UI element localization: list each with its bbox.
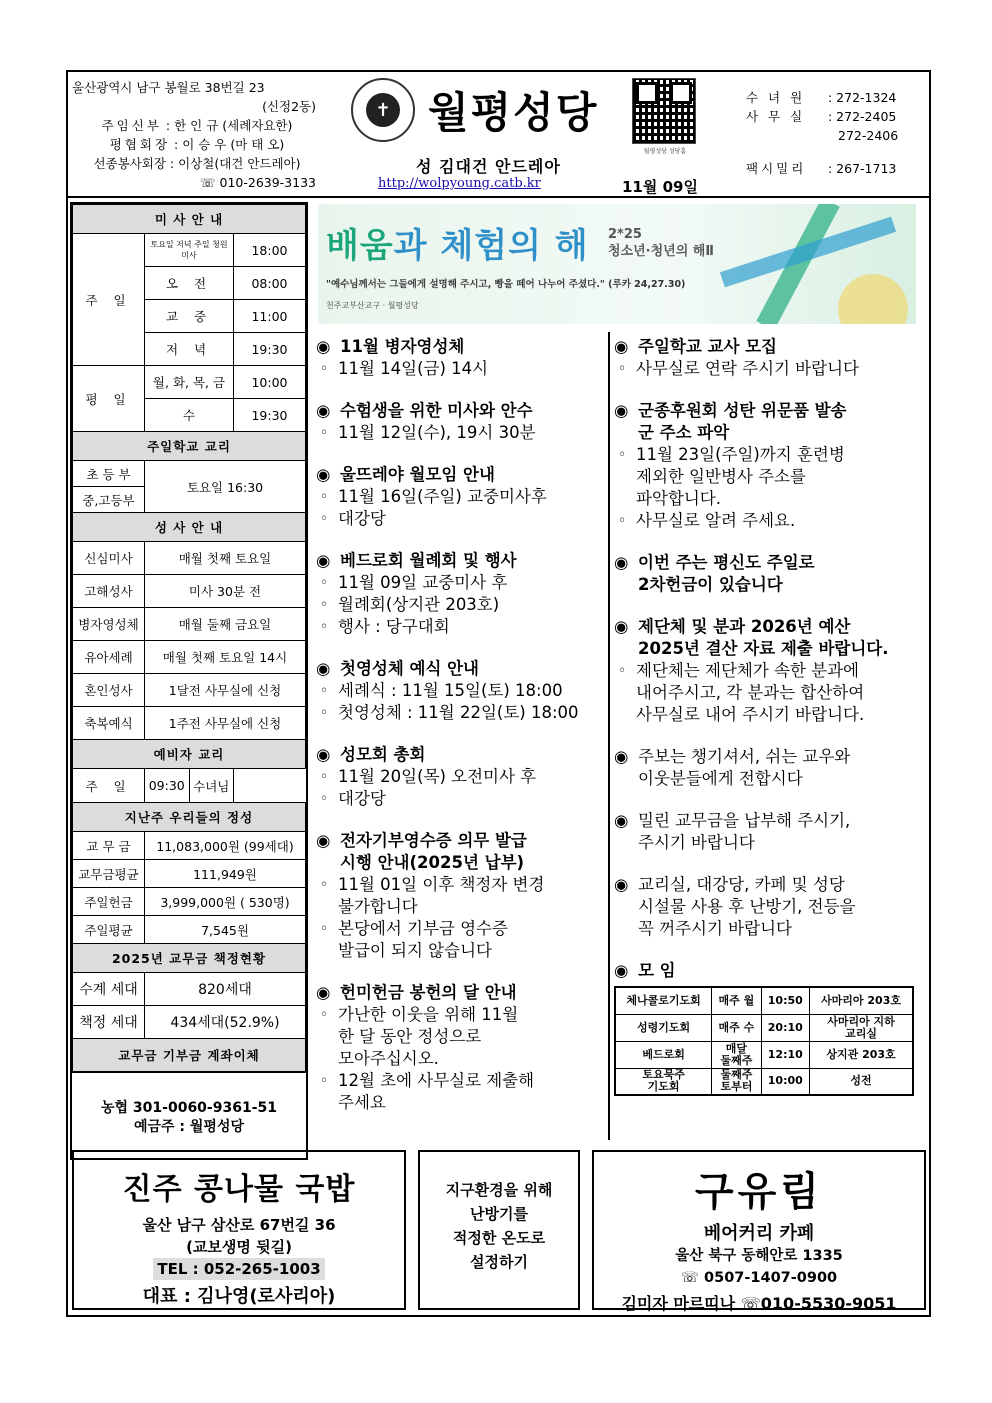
table-row [615,1068,913,1095]
notice-item [316,594,606,616]
notice-item-text: 11월 23일(주일)까지 훈련병 제외한 일반병사 주소를 파악합니다. [636,445,845,508]
bulletin-header [68,72,929,198]
contact-row [746,88,924,107]
bullet-icon: ◦ [320,489,329,505]
bullet-icon: ◦ [320,619,329,635]
notice-item-text: 11월 20일(목) 오전미사 후 [338,767,537,786]
contact-label: 수 녀 원 [746,90,806,105]
notice-block [614,336,916,380]
pastor-label: 주임신부 [101,118,162,133]
notice-item [316,766,606,788]
notice-title [316,744,606,766]
mass-time: 19:30 [234,333,306,366]
bullet-circle-icon: ◉ [316,983,331,1002]
catechumen-time: 09:30 [145,769,189,802]
notice-title-text: 제단체 및 분과 2026년 예산 2025년 결산 자료 제출 바랍니다. [638,617,889,658]
meeting-cell: 성령기도회 [615,1014,712,1041]
notice-item [614,444,916,510]
ad-restaurant-tel: TEL : 052-265-1003 [153,1258,324,1280]
bullet-circle-icon: ◉ [316,659,331,678]
catechumen-title: 예비자 교리 [73,740,306,769]
school-title: 주일학교 교리 [73,432,306,461]
contact-label [746,126,828,145]
bullet-icon: ◦ [320,361,329,377]
notice-block [614,616,916,726]
notice-title [316,400,606,422]
bullet-circle-icon: ◉ [614,961,629,980]
mass-time: 19:30 [234,399,306,432]
bank-account [72,1072,306,1158]
meeting-cell: 토요묵주 기도회 [615,1068,712,1095]
notice-block [316,830,606,962]
env-line: 지구환경을 위해 [445,1181,553,1199]
parish-url-link[interactable]: http://wolpyoung.catb.kr [378,176,541,191]
notice-title [614,552,916,596]
notice-block [316,658,606,724]
bullet-icon: ◦ [320,425,329,441]
bullet-icon: ◦ [320,791,329,807]
notice-block [316,744,606,810]
bullet-icon: ◦ [618,447,627,463]
tithe-status-name: 수계 세대 [73,973,145,1006]
notice-item-text: 11월 09일 교중미사 후 [338,573,508,592]
offering-name: 교 무 금 [73,832,145,860]
notice-item-text: 12월 초에 사무실로 제출해 주세요 [338,1071,535,1112]
patron-saint: 성 김대건 안드레아 [416,157,561,176]
bullet-icon: ◦ [320,597,329,613]
mass-name: 저 녁 [145,333,234,366]
notice-item-text: 사무실로 알려 주세요. [636,511,796,530]
meeting-cell: 성전 [810,1068,913,1095]
meeting-cell: 체나콜로기도회 [615,987,712,1014]
sacrament-value: 1달전 사무실에 신청 [145,674,306,707]
bullet-circle-icon: ◉ [316,337,331,356]
sacrament-value: 매월 첫째 토요일 14시 [145,641,306,674]
bullet-circle-icon: ◉ [614,617,629,636]
ad-cafe-sub: 베어커리 카페 [703,1223,815,1244]
notice-title [316,464,606,486]
offering-name: 주일헌금 [73,888,145,916]
notice-item-text: 월례회(상지관 203호) [338,595,500,614]
account-holder: 예금주 : 월평성당 [133,1119,244,1135]
council-label: 평협회장 [109,137,171,152]
bullet-icon: ◦ [320,769,329,785]
mass-time: 08:00 [234,267,306,300]
env-line: 적정한 온도로 [452,1229,546,1247]
sacrament-name: 병자영성체 [73,608,145,641]
parish-title: 월평성당 [428,88,599,137]
leader-name: : 이상철(대건 안드레아) [169,156,301,171]
notice-item [316,486,606,508]
bullet-icon: ◦ [320,921,329,937]
notice-item [316,680,606,702]
banner-year-sub: 청소년·청년의 해Ⅱ [608,244,714,259]
meetings-table [614,986,914,1096]
notice-item-text: 11월 16일(주일) 교중미사후 [338,487,547,506]
notice-title-text: 성모회 총회 [340,745,426,764]
notice-title-text: 이번 주는 평신도 주일로 2차헌금이 있습니다 [638,553,815,594]
notice-item-text: 행사 : 당구대회 [338,617,450,636]
bullet-circle-icon: ◉ [614,875,629,894]
offering-value: 11,083,000원 (99세대) [145,832,306,860]
ad-restaurant-sub: (교보생명 뒷길) [186,1238,292,1256]
sacrament-title: 성 사 안 내 [73,513,306,542]
weekday-label: 평 일 [73,366,145,432]
contact-row [746,159,924,178]
notice-item-text: 본당에서 기부금 영수증 발급이 되지 않습니다 [338,919,508,960]
notice-title-text: 군종후원회 성탄 위문품 발송 군 주소 파악 [638,401,847,442]
leader-label: 선종봉사회장 [93,156,166,171]
notice-item-text: 11월 14일(금) 14시 [338,359,489,378]
mass-name: 수 [145,399,234,432]
sacrament-name: 유아세례 [73,641,145,674]
contact-value: 272-2406 [838,128,899,143]
sacrament-value: 1주전 사무실에 신청 [145,707,306,740]
notice-title-text: 수험생을 위한 미사와 안수 [340,401,533,420]
bullet-circle-icon: ◉ [316,465,331,484]
year-theme-banner [318,204,916,324]
notice-item-text: 첫영성체 : 11월 22일(토) 18:00 [338,703,579,722]
notice-title [614,400,916,444]
env-line: 설정하기 [470,1253,528,1271]
notice-item-text: 사무실로 연락 주시기 바랍니다 [636,359,859,378]
offering-value: 7,545원 [145,916,306,944]
bullet-circle-icon: ◉ [614,337,629,356]
mass-name: 토요일 저녁 주일 청원미사 [145,234,234,267]
sunday-label: 주 일 [73,234,145,366]
tithe-status-title: 2025년 교무금 책정현황 [73,944,306,973]
notice-item [316,508,606,530]
ad-restaurant-name: 진주 콩나물 국밥 [122,1172,356,1207]
notice-item [316,422,606,444]
notice-title [614,616,916,660]
bullet-icon: ◦ [618,361,627,377]
meeting-cell: 사마리아 지하 교리실 [810,1014,913,1041]
banner-year [608,226,714,260]
bullet-circle-icon: ◉ [316,745,331,764]
meeting-cell: 20:10 [761,1014,809,1041]
notice-title [316,830,606,874]
sacrament-name: 축복예식 [73,707,145,740]
leader-phone: ☏ 010-2639-3133 [199,175,316,190]
ad-cafe-tel: ☏ 0507-1407-0900 [680,1270,838,1286]
bulletin-date: 11월 09일 [622,178,698,196]
contact-label: 팩시밀리 [746,161,807,176]
notice-title-text: 울뜨레야 월모임 안내 [340,465,495,484]
notice-item-text: 세례식 : 11월 15일(토) 18:00 [338,681,563,700]
tithe-status-value: 434세대(52.9%) [145,1006,306,1039]
ad-restaurant-rep: 대표 : 김나영(로사리아) [142,1286,336,1307]
mass-name: 월, 화, 목, 금 [145,366,234,399]
mass-time: 18:00 [234,234,306,267]
notice-title [614,336,916,358]
sacrament-name: 혼인성사 [73,674,145,707]
bullet-icon: ◦ [320,877,329,893]
meeting-cell: 상지관 203호 [810,1041,913,1068]
banner-title-b: 과 체험의 해 [393,226,589,266]
school-elem: 초 등 부 [73,461,145,487]
tithe-status-name: 책정 세대 [73,1006,145,1039]
mass-name: 교 중 [145,300,234,333]
church-logo-icon: ✝ [351,78,415,142]
notice-block [316,982,606,1114]
banner-org: 천주교부산교구 · 월평성당 [326,301,419,310]
banner-year-number: 2*25 [608,227,642,242]
address-district: (신정2동) [262,99,316,114]
sacrament-value: 매월 첫째 토요일 [145,542,306,575]
account-number: 농협 301-0060-9361-51 [101,1100,277,1116]
info-table [72,204,306,1072]
mass-time: 10:00 [234,366,306,399]
plain-notice-text: 주보는 챙기셔서, 쉬는 교우와 이웃분들에게 전합시다 [638,747,851,788]
ad-cafe [592,1150,926,1313]
plain-notice-text: 밀린 교무금을 납부해 주시기, 주시기 바랍니다 [638,811,851,852]
notice-block [614,746,916,790]
offering-value: 111,949원 [145,860,306,888]
meeting-cell: 둘째주 토부터 [712,1068,761,1095]
catechumen-place: 수녀님 [193,778,230,794]
contact-value: : 272-2405 [828,109,897,124]
notice-item-text: 11월 12일(수), 19시 30분 [338,423,536,442]
meeting-cell: 10:50 [761,987,809,1014]
notice-title-text: 11월 병자영성체 [340,337,465,356]
sacrament-value: 매월 둘째 금요일 [145,608,306,641]
ad-cafe-address: 울산 북구 동해안로 1335 [675,1248,843,1264]
bullet-circle-icon: ◉ [316,401,331,420]
contact-row [746,126,924,145]
notice-item-text: 제단체는 제단체가 속한 분과에 내어주시고, 각 분과는 합산하여 사무실로 내어 주시기 바랍니다. [636,661,865,724]
notice-item [316,874,606,918]
meeting-cell: 매달 둘째주 [712,1041,761,1068]
notice-item [316,788,606,810]
notice-title [316,982,606,1004]
column-divider [608,332,610,1140]
notice-block [614,552,916,596]
bullet-circle-icon: ◉ [614,811,629,830]
offering-name: 교무금평균 [73,860,145,888]
tithe-status-value: 820세대 [145,973,306,1006]
offering-title: 지난주 우리들의 정성 [73,803,306,832]
table-row [615,1041,913,1068]
notice-item [316,358,606,380]
school-mid: 중,고등부 [73,487,145,513]
notice-block [316,464,606,530]
banner-quote: "예수님께서는 그들에게 설명해 주시고, 빵을 떼어 나누어 주셨다." (루카 24,27.30) [326,279,686,290]
ad-cafe-name: 구유림 [695,1169,823,1215]
mass-title: 미 사 안 내 [73,205,306,234]
sacrament-name: 신심미사 [73,542,145,575]
account-title: 교무금 기부금 계좌이체 [73,1039,306,1072]
notice-title-text: 첫영성체 예식 안내 [340,659,480,678]
bullet-icon: ◦ [320,705,329,721]
notice-title-text: 헌미헌금 봉헌의 달 안내 [340,983,517,1002]
sacrament-name: 고해성사 [73,575,145,608]
banner-sun-shape [838,274,908,324]
info-sidebar [70,202,308,1160]
notice-item [316,1004,606,1070]
mass-time: 11:00 [234,300,306,333]
sacrament-value: 미사 30분 전 [145,575,306,608]
contact-list [746,88,924,178]
bullet-icon: ◦ [320,1007,329,1023]
contact-label: 사 무 실 [746,109,806,124]
qr-code-icon[interactable] [632,78,696,144]
parish-info [72,78,322,192]
bullet-icon: ◦ [320,1073,329,1089]
notice-block [614,810,916,854]
meetings-title [614,960,916,982]
ad-cafe-owner: 김미자 마르띠나 ☏010-5530-9051 [621,1294,897,1313]
bullet-circle-icon: ◉ [316,831,331,850]
plain-notice [614,874,916,940]
pastor-name: : 한 인 규 (세례자요한) [165,118,293,133]
notice-title [316,336,606,358]
notice-item [316,918,606,962]
notice-block [316,400,606,444]
bullet-icon: ◦ [618,663,627,679]
notice-title [316,550,606,572]
notice-item [316,1070,606,1114]
meeting-cell: 12:10 [761,1041,809,1068]
bullet-circle-icon: ◉ [316,551,331,570]
meeting-cell: 10:00 [761,1068,809,1095]
address-line: 울산광역시 남구 봉월로 38번길 23 [72,80,265,95]
notices-column-left [316,336,606,1134]
banner-title [326,218,589,267]
notice-item [614,358,916,380]
ad-environment [418,1150,580,1310]
notice-title [316,658,606,680]
plain-notice [614,810,916,854]
plain-notice-text: 교리실, 대강당, 카페 및 성당 시설물 사용 후 난방기, 전등을 꼭 꺼주시기 바랍니다 [638,875,856,938]
notices-column-right [614,336,916,1096]
council-name: : 이 승 우 (마 태 오) [174,137,285,152]
bullet-icon: ◦ [320,511,329,527]
catechumen-day: 주 일 [73,769,145,803]
qr-caption: 월평성당 성당홈 [643,148,687,155]
ad-restaurant [72,1150,406,1310]
meeting-cell: 매주 월 [712,987,761,1014]
contact-value: : 267-1713 [828,161,897,176]
notice-item-text: 가난한 이웃을 위해 11월 한 달 동안 정성으로 모아주십시오. [338,1005,519,1068]
notice-block [316,550,606,638]
table-row [615,1014,913,1041]
bulletin-page [66,70,931,1317]
notice-block [614,400,916,532]
notice-item-text: 11월 01일 이후 책정자 변경 불가합니다 [338,875,545,916]
notice-title-text: 주일학교 교사 모집 [638,337,778,356]
notice-item [614,660,916,726]
notice-item [316,702,606,724]
meeting-cell: 사마리아 203호 [810,987,913,1014]
notice-item-text: 대강당 [338,789,386,808]
notice-title-text: 베드로회 월례회 및 행사 [340,551,517,570]
bullet-circle-icon: ◉ [614,553,629,572]
contact-value: : 272-1324 [828,90,897,105]
meeting-cell: 베드로회 [615,1041,712,1068]
env-line: 난방기를 [470,1205,528,1223]
meetings-title-text: 모 임 [638,961,676,980]
notice-item-text: 대강당 [338,509,386,528]
bullet-icon: ◦ [320,575,329,591]
offering-name: 주일평균 [73,916,145,944]
mass-name: 오 전 [145,267,234,300]
table-row [615,987,913,1014]
meeting-cell: 매주 수 [712,1014,761,1041]
bullet-circle-icon: ◉ [614,747,629,766]
bullet-icon: ◦ [320,683,329,699]
contact-row [746,107,924,126]
offering-value: 3,999,000원 ( 530명) [145,888,306,916]
school-time: 토요일 16:30 [145,461,306,513]
notice-block [316,336,606,380]
bullet-icon: ◦ [618,513,627,529]
bullet-circle-icon: ◉ [614,401,629,420]
notice-item [316,572,606,594]
plain-notice [614,746,916,790]
notice-item [614,510,916,532]
notice-title-text: 전자기부영수증 의무 발급 시행 안내(2025년 납부) [340,831,527,872]
banner-title-a: 배움 [326,226,394,266]
notice-item [316,616,606,638]
notice-block [614,874,916,940]
ad-restaurant-address: 울산 남구 삼산로 67번길 36 [142,1216,336,1234]
